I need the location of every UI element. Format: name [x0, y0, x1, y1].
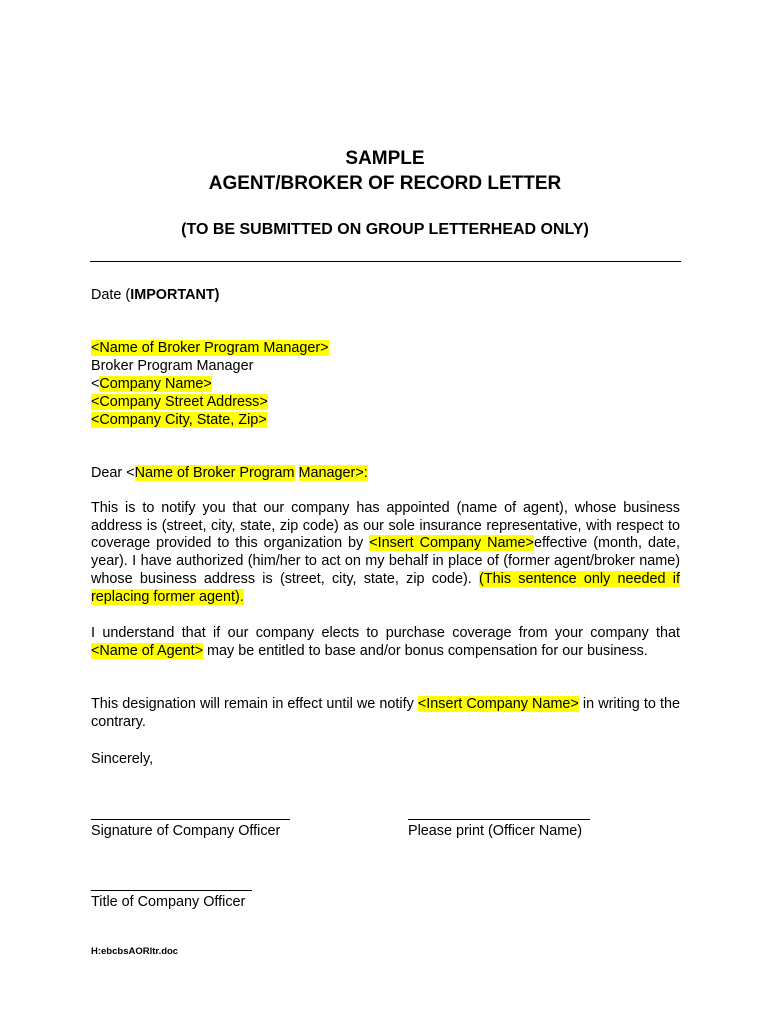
salutation-prefix: Dear < — [91, 465, 135, 481]
subtitle: (TO BE SUBMITTED ON GROUP LETTERHEAD ONLY) — [181, 221, 589, 238]
print-name-label: Please print (Officer Name) — [408, 823, 583, 839]
p1-company-placeholder: <Insert Company Name> — [369, 535, 534, 552]
p3-text-a: This designation will remain in effect until we notify — [91, 696, 418, 712]
p1-text-a: This is to notify you that our company has appointed (name of agent), whose business address is (street, city, state, zip code) as our sole insurance representative, with respect to coverage provided to this organization by — [91, 500, 680, 552]
title-main: AGENT/BROKER OF RECORD LETTER — [208, 173, 562, 194]
file-path-footer: H:ebcbsAORltr.doc — [91, 946, 179, 957]
street-placeholder: <Company Street Address> — [91, 394, 268, 410]
salutation-space — [295, 465, 299, 481]
header-divider — [90, 261, 681, 262]
recipient-city-line — [91, 411, 267, 429]
recipient-name-placeholder: <Name of Broker Program Manager> — [91, 340, 329, 356]
date-prefix: Date ( — [91, 287, 131, 303]
salutation — [91, 464, 368, 482]
paragraph-compensation — [91, 625, 680, 660]
signature-line — [91, 819, 290, 820]
city-placeholder: <Company City, State, Zip> — [91, 412, 267, 428]
recipient-street-line — [91, 393, 268, 411]
date-line — [91, 286, 219, 304]
salutation-name-part2: Manager>: — [298, 465, 368, 481]
title-label: Title of Company Officer — [91, 894, 246, 910]
closing: Sincerely, — [91, 751, 154, 767]
recipient-name-line — [91, 339, 329, 357]
date-emphasis: IMPORTANT) — [130, 287, 220, 303]
paragraph-appointment — [91, 500, 680, 606]
signature-label: Signature of Company Officer — [91, 823, 281, 839]
company-name-placeholder: Company Name> — [99, 376, 212, 392]
p2-text-a: I understand that if our company elects to purchase coverage from your company that — [91, 625, 680, 641]
p1-replacement-note: (This sentence only needed if replacing former agent). — [91, 570, 680, 605]
p3-text-b: in writing to the contrary. — [91, 696, 680, 730]
title-line — [91, 890, 252, 891]
p2-text-b: may be entitled to base and/or bonus compensation for our business. — [203, 642, 648, 659]
paragraph-designation — [91, 696, 680, 731]
recipient-role-line: Broker Program Manager — [91, 358, 254, 374]
print-name-line — [408, 819, 590, 820]
p2-agent-placeholder: <Name of Agent> — [91, 642, 204, 659]
p3-company-placeholder: <Insert Company Name> — [417, 696, 579, 712]
salutation-name-part1: Name of Broker Program — [134, 465, 295, 481]
recipient-company-line — [91, 375, 212, 393]
title-sample: SAMPLE — [345, 148, 425, 169]
company-open-bracket: < — [91, 376, 100, 392]
p1-text-b: effective (month, date, year). I have authorized (him/her to act on my behalf in place of (former agent/broker name) whose business address is (street, city, state, zip code). — [91, 535, 680, 587]
